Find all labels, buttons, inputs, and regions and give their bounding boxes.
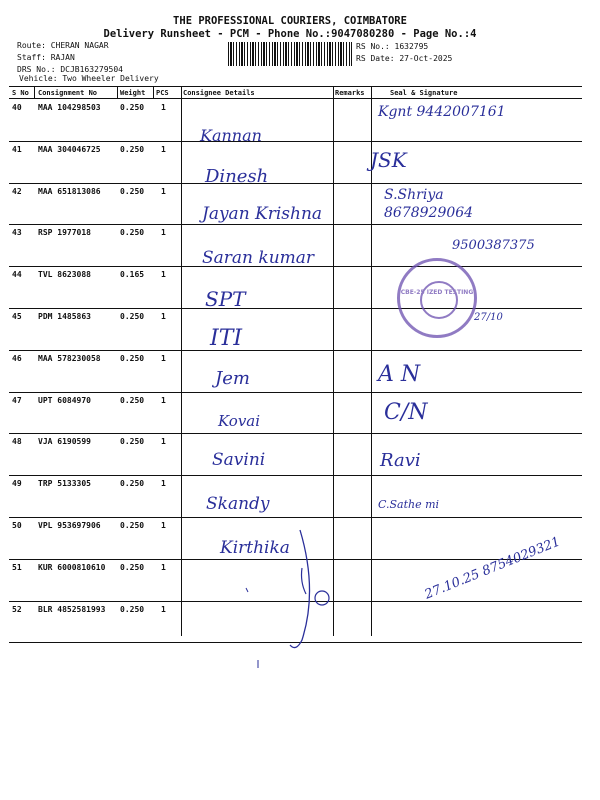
- consignee-name: Jayan Krishna: [202, 204, 323, 224]
- row-weight: 0.250: [120, 103, 145, 112]
- row-consignment: UPT 6084970: [38, 395, 91, 405]
- row-pcs: 1: [161, 144, 166, 154]
- row-weight: 0.250: [120, 312, 145, 321]
- row-pcs: 1: [161, 353, 166, 363]
- row-pcs: 1: [161, 186, 166, 196]
- row-weight: 0.250: [120, 186, 145, 196]
- signature: C/N: [384, 400, 428, 425]
- consignee-name: Dinesh: [205, 166, 269, 187]
- row-consignment: BLR 4852581993: [38, 604, 106, 614]
- row-sno: 47: [12, 395, 22, 405]
- drs-label: DRS No.: DCJB163279504: [17, 65, 123, 74]
- row-sno: 41: [12, 144, 22, 154]
- consignee-name: Skandy: [206, 494, 270, 514]
- col-signature: Seal & Signature: [390, 89, 458, 97]
- row-weight: 0.250: [120, 353, 145, 363]
- row-consignment: PDM 1485863: [38, 312, 91, 321]
- row-weight: 0.250: [120, 562, 145, 572]
- company-title: THE PROFESSIONAL COURIERS, COIMBATORE: [173, 15, 407, 27]
- signature: A N: [378, 362, 421, 387]
- row-sno: 48: [12, 437, 22, 447]
- consignee-name: Savini: [212, 450, 266, 470]
- row-consignment: KUR 6000810610: [38, 562, 106, 572]
- signature: S.Shriya 8678929064: [384, 187, 474, 221]
- row-sno: 51: [12, 562, 22, 572]
- row-pcs: 1: [161, 604, 166, 614]
- consignee-name: Saran kumar: [202, 248, 315, 268]
- row-sno: 52: [12, 604, 22, 614]
- signature: 27/10: [474, 312, 503, 323]
- row-consignment: MAA 104298503: [38, 103, 101, 112]
- route-label: Route: CHERAN NAGAR: [17, 41, 109, 50]
- consignee-name: Kovai: [218, 412, 261, 430]
- row-weight: 0.250: [120, 228, 145, 238]
- row-pcs: 1: [161, 521, 166, 530]
- signature: C.Sathe mi: [378, 498, 440, 511]
- row-sno: 40: [12, 103, 22, 112]
- row-weight: 0.250: [120, 395, 145, 405]
- row-weight: 0.250: [120, 521, 145, 530]
- row-consignment: TVL 8623088: [38, 270, 91, 280]
- row-sno: 49: [12, 479, 22, 489]
- row-pcs: 1: [161, 479, 166, 489]
- row-consignment: MAA 578230058: [38, 353, 101, 363]
- row-sno: 42: [12, 186, 22, 196]
- row-weight: 0.250: [120, 144, 145, 154]
- seal-stamp-text: CBE-25 IZED TESTING: [400, 289, 474, 296]
- col-sno: S No: [12, 89, 29, 97]
- row-weight: 0.250: [120, 437, 145, 447]
- signature: Ravi: [380, 450, 421, 471]
- row-sno: 50: [12, 521, 22, 530]
- row-consignment: VPL 953697906: [38, 521, 101, 530]
- signature: 9500387375: [452, 238, 535, 253]
- row-sno: 46: [12, 353, 22, 363]
- row-pcs: 1: [161, 228, 166, 238]
- row-consignment: RSP 1977018: [38, 228, 91, 238]
- consignee-name: Jem: [215, 368, 250, 389]
- row-weight: 0.250: [120, 479, 145, 489]
- row-pcs: 1: [161, 312, 166, 321]
- col-remarks: Remarks: [335, 89, 365, 97]
- runsheet-subtitle: Delivery Runsheet - PCM - Phone No.:9047080280 - Page No.:4: [103, 28, 477, 40]
- row-pcs: 1: [161, 437, 166, 447]
- row-consignment: MAA 304046725: [38, 144, 101, 154]
- consignee-name: Kannan: [200, 126, 262, 145]
- rs-date: RS Date: 27-Oct-2025: [356, 54, 453, 63]
- col-consignee: Consignee Details: [183, 89, 255, 97]
- signature: Kgnt 9442007161: [378, 104, 506, 120]
- consignee-name: SPT: [205, 287, 246, 311]
- row-consignment: VJA 6190599: [38, 437, 91, 447]
- row-consignment: TRP 5133305: [38, 479, 91, 489]
- rs-number: RS No.: 1632795: [356, 42, 429, 51]
- row-weight: 0.165: [120, 270, 145, 280]
- staff-label: Staff: RAJAN: [17, 53, 75, 62]
- signature: 27.10.25 8754029321: [422, 534, 563, 603]
- col-pcs: PCS: [156, 89, 169, 97]
- row-pcs: 1: [161, 103, 166, 112]
- vehicle-label: Vehicle: Two Wheeler Delivery: [19, 74, 159, 83]
- row-sno: 45: [12, 312, 22, 321]
- signature: JSK: [370, 148, 407, 172]
- col-consignment: Consignment No: [38, 89, 98, 97]
- row-pcs: 1: [161, 270, 166, 280]
- consignee-name: Kirthika: [220, 538, 290, 558]
- row-sno: 44: [12, 270, 22, 280]
- col-weight: Weight: [120, 89, 146, 97]
- consignee-name: ITI: [210, 326, 243, 351]
- row-weight: 0.250: [120, 604, 145, 614]
- row-pcs: 1: [161, 395, 166, 405]
- row-sno: 43: [12, 228, 22, 238]
- row-consignment: MAA 651813086: [38, 186, 101, 196]
- row-pcs: 1: [161, 562, 166, 572]
